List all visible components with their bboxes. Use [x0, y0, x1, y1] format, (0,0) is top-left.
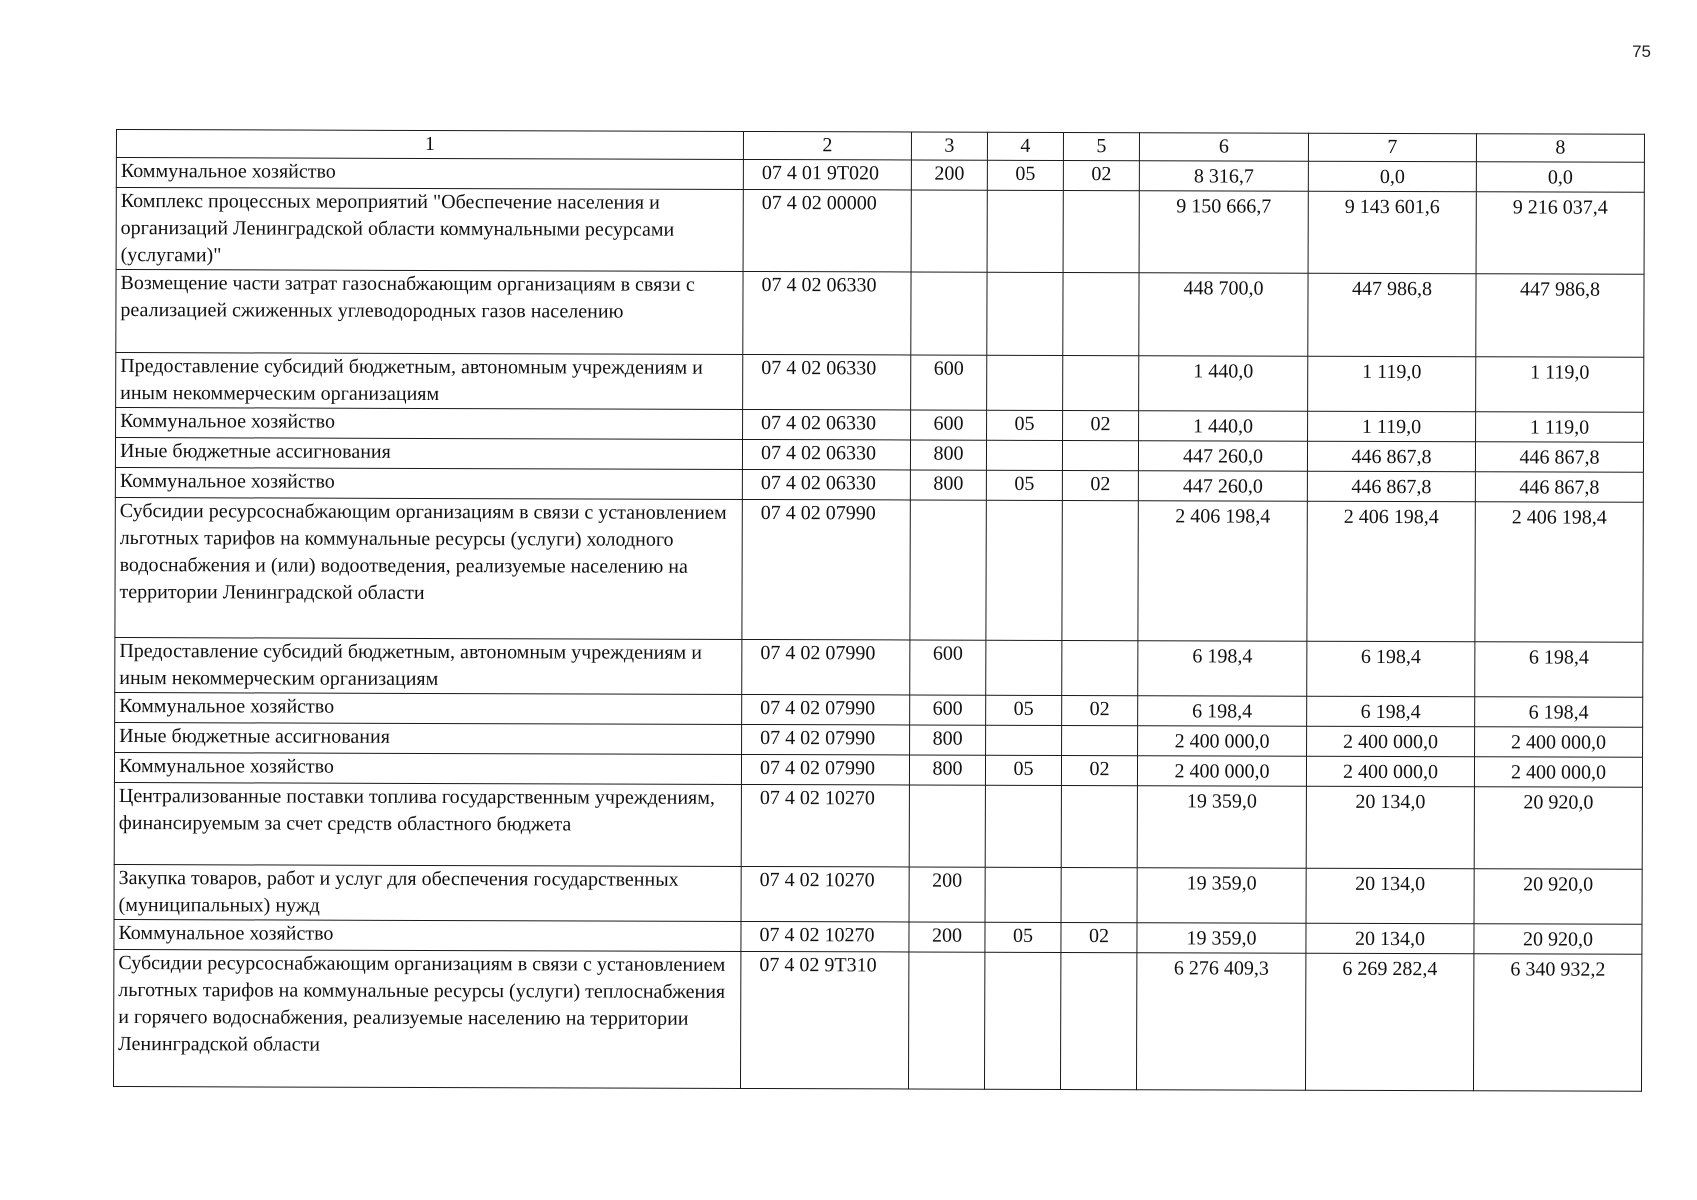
section-cell — [985, 785, 1061, 867]
expense-type-cell: 200 — [909, 922, 985, 952]
amount-col7-cell: 446 867,8 — [1307, 441, 1475, 472]
table-row — [115, 497, 1643, 642]
section-cell — [986, 440, 1062, 470]
expense-type-cell: 800 — [910, 470, 986, 500]
section-cell: 05 — [986, 470, 1062, 500]
budget-code-cell: 07 4 02 07990 — [741, 754, 909, 785]
budget-code-cell: 07 4 02 07990 — [742, 694, 910, 725]
amount-col7-cell: 1 119,0 — [1308, 411, 1476, 442]
table-row — [116, 408, 1644, 443]
subsection-cell — [1063, 190, 1139, 272]
header-cell: 1 — [116, 130, 743, 160]
expense-type-cell — [911, 272, 987, 355]
table-row — [115, 438, 1643, 473]
row-name-cell: Субсидии ресурсоснабжающим организациям в связи с установлением льготных тарифов на коммунальные ресурсы (услуги) холодного водоснабжения и (или) водоотведения, реализуемые населению на территории Ленинградской области — [115, 497, 742, 639]
table-row — [115, 467, 1643, 502]
header-cell: 3 — [911, 132, 987, 160]
amount-col7-cell: 6 269 282,4 — [1305, 953, 1473, 1091]
section-cell — [987, 272, 1063, 355]
table-row — [116, 270, 1644, 358]
subsection-cell — [1062, 440, 1138, 470]
amount-col8-cell: 6 198,4 — [1475, 642, 1643, 698]
amount-col7-cell: 20 134,0 — [1306, 868, 1474, 924]
amount-col6-cell: 19 359,0 — [1137, 786, 1306, 869]
amount-col8-cell: 6 340 932,2 — [1473, 954, 1641, 1092]
subsection-cell — [1060, 952, 1136, 1089]
amount-col6-cell: 19 359,0 — [1137, 868, 1306, 924]
amount-col7-cell: 0,0 — [1308, 161, 1476, 192]
row-name-cell: Коммунальное хозяйство — [116, 408, 743, 440]
amount-col7-cell: 20 134,0 — [1306, 786, 1474, 869]
amount-col8-cell: 446 867,8 — [1475, 472, 1643, 503]
section-cell — [987, 190, 1063, 272]
section-cell — [986, 500, 1062, 640]
subsection-cell: 02 — [1061, 755, 1137, 785]
row-name-cell: Иные бюджетные ассигнования — [115, 722, 742, 754]
amount-col6-cell: 447 260,0 — [1138, 441, 1307, 472]
amount-col7-cell: 2 400 000,0 — [1306, 756, 1474, 787]
amount-col6-cell: 1 440,0 — [1139, 356, 1308, 412]
amount-col6-cell: 19 359,0 — [1137, 923, 1306, 954]
expense-type-cell: 800 — [909, 755, 985, 785]
row-name-cell: Централизованные поставки топлива государственным учреждениям, финансируемым за счет средств областного бюджета — [114, 782, 741, 866]
table-row — [113, 949, 1641, 1091]
header-cell: 6 — [1139, 133, 1308, 162]
subsection-cell — [1063, 355, 1139, 410]
amount-col8-cell: 0,0 — [1476, 162, 1644, 193]
amount-col6-cell: 2 406 198,4 — [1138, 501, 1307, 642]
amount-col7-cell: 446 867,8 — [1307, 471, 1475, 502]
table-row — [115, 722, 1643, 757]
amount-col6-cell: 447 260,0 — [1138, 471, 1307, 502]
subsection-cell — [1062, 640, 1138, 695]
table-row — [116, 158, 1644, 193]
budget-code-cell: 07 4 02 07990 — [742, 639, 910, 695]
row-name-cell: Коммунальное хозяйство — [114, 752, 741, 784]
budget-code-cell: 07 4 02 06330 — [743, 354, 911, 410]
expense-type-cell: 600 — [911, 410, 987, 440]
amount-col7-cell: 2 400 000,0 — [1307, 726, 1475, 757]
amount-col6-cell: 2 400 000,0 — [1138, 726, 1307, 757]
amount-col7-cell: 9 143 601,6 — [1308, 191, 1476, 274]
section-cell: 05 — [985, 922, 1061, 952]
amount-col8-cell: 1 119,0 — [1476, 357, 1644, 413]
row-name-cell: Закупка товаров, работ и услуг для обеспечения государственных (муниципальных) нужд — [114, 864, 741, 921]
amount-col7-cell: 6 198,4 — [1307, 696, 1475, 727]
section-cell: 05 — [986, 695, 1062, 725]
row-name-cell: Возмещение части затрат газоснабжающим организациям в связи с реализацией сжиженных углеводородных газов населению — [116, 270, 743, 355]
subsection-cell — [1062, 500, 1138, 640]
expense-type-cell: 800 — [910, 440, 986, 470]
budget-code-cell: 07 4 02 9T310 — [740, 951, 908, 1089]
expense-type-cell: 600 — [910, 640, 986, 695]
expense-type-cell — [909, 785, 985, 867]
table-row — [114, 782, 1642, 869]
row-name-cell: Коммунальное хозяйство — [114, 919, 741, 951]
amount-col8-cell: 2 400 000,0 — [1475, 727, 1643, 758]
table-row — [115, 692, 1643, 727]
row-name-cell: Коммунальное хозяйство — [116, 158, 743, 190]
header-cell: 2 — [743, 131, 911, 160]
budget-code-cell: 07 4 02 06330 — [743, 271, 911, 355]
amount-col6-cell: 1 440,0 — [1139, 411, 1308, 442]
amount-col8-cell: 9 216 037,4 — [1476, 192, 1644, 275]
budget-table — [113, 129, 1645, 1092]
expense-type-cell — [911, 190, 987, 272]
section-cell: 05 — [987, 160, 1063, 190]
row-name-cell: Коммунальное хозяйство — [115, 467, 742, 499]
header-cell: 5 — [1063, 132, 1139, 160]
amount-col8-cell: 20 920,0 — [1474, 787, 1642, 870]
budget-code-cell: 07 4 02 06330 — [742, 439, 910, 470]
expense-type-cell — [910, 500, 986, 640]
expense-type-cell: 600 — [911, 355, 987, 410]
section-cell — [985, 867, 1061, 922]
subsection-cell — [1062, 725, 1138, 755]
budget-code-cell: 07 4 02 10270 — [741, 866, 909, 922]
subsection-cell: 02 — [1062, 470, 1138, 500]
budget-code-cell: 07 4 02 07990 — [742, 724, 910, 755]
amount-col8-cell: 2 400 000,0 — [1474, 757, 1642, 788]
expense-type-cell: 800 — [910, 725, 986, 755]
section-cell — [986, 640, 1062, 695]
amount-col6-cell: 2 400 000,0 — [1137, 756, 1306, 787]
subsection-cell — [1061, 867, 1137, 922]
section-cell — [986, 725, 1062, 755]
budget-code-cell: 07 4 02 06330 — [743, 409, 911, 440]
amount-col7-cell: 20 134,0 — [1306, 923, 1474, 954]
amount-col8-cell: 1 119,0 — [1476, 412, 1644, 443]
table-row — [115, 637, 1643, 697]
subsection-cell: 02 — [1062, 695, 1138, 725]
row-name-cell: Субсидии ресурсоснабжающим организациям в связи с установлением льготных тарифов на коммунальные ресурсы (услуги) теплоснабжения и горячего водоснабжения, реализуемые населению на территории Ленинградской области — [113, 949, 740, 1088]
budget-code-cell: 07 4 02 10270 — [741, 921, 909, 952]
subsection-cell: 02 — [1061, 922, 1137, 952]
amount-col6-cell: 6 198,4 — [1138, 696, 1307, 727]
header-cell: 7 — [1308, 133, 1476, 162]
table-row — [114, 919, 1642, 954]
amount-col7-cell: 2 406 198,4 — [1307, 501, 1475, 642]
section-cell — [987, 355, 1063, 410]
amount-col8-cell: 447 986,8 — [1476, 274, 1644, 358]
table-row — [116, 353, 1644, 413]
section-cell — [984, 952, 1060, 1089]
header-cell: 4 — [987, 132, 1063, 160]
page-number: 75 — [1632, 42, 1651, 61]
table-row — [114, 864, 1642, 924]
expense-type-cell: 200 — [909, 867, 985, 922]
amount-col6-cell: 448 700,0 — [1139, 273, 1308, 357]
row-name-cell: Коммунальное хозяйство — [115, 692, 742, 724]
subsection-cell — [1063, 272, 1139, 355]
subsection-cell: 02 — [1063, 410, 1139, 440]
row-name-cell: Комплекс процессных мероприятий "Обеспечение населения и организаций Ленинградской области коммунальными ресурсами (услугами)" — [116, 188, 743, 272]
section-cell: 05 — [987, 410, 1063, 440]
amount-col7-cell: 447 986,8 — [1308, 273, 1476, 357]
budget-code-cell: 07 4 02 10270 — [741, 784, 909, 867]
header-cell: 8 — [1476, 134, 1644, 163]
expense-type-cell: 200 — [911, 160, 987, 190]
row-name-cell: Иные бюджетные ассигнования — [115, 438, 742, 470]
amount-col7-cell: 1 119,0 — [1308, 356, 1476, 412]
table-row — [116, 188, 1644, 275]
amount-col6-cell: 6 198,4 — [1138, 641, 1307, 697]
subsection-cell — [1061, 785, 1137, 867]
amount-col8-cell: 20 920,0 — [1474, 869, 1642, 925]
budget-code-cell: 07 4 02 07990 — [742, 499, 910, 640]
budget-code-cell: 07 4 02 06330 — [742, 469, 910, 500]
amount-col6-cell: 6 276 409,3 — [1136, 953, 1305, 1091]
table-row — [114, 752, 1642, 787]
expense-type-cell: 600 — [910, 695, 986, 725]
amount-col8-cell: 446 867,8 — [1475, 442, 1643, 473]
expense-type-cell — [908, 952, 984, 1089]
amount-col6-cell: 9 150 666,7 — [1139, 191, 1308, 274]
subsection-cell: 02 — [1063, 160, 1139, 190]
amount-col8-cell: 2 406 198,4 — [1475, 502, 1643, 643]
amount-col7-cell: 6 198,4 — [1307, 641, 1475, 697]
amount-col6-cell: 8 316,7 — [1139, 161, 1308, 192]
row-name-cell: Предоставление субсидий бюджетным, автономным учреждениям и иным некоммерческим организациям — [116, 353, 743, 410]
section-cell: 05 — [985, 755, 1061, 785]
amount-col8-cell: 20 920,0 — [1474, 924, 1642, 955]
budget-code-cell: 07 4 02 00000 — [743, 189, 911, 272]
amount-col8-cell: 6 198,4 — [1475, 697, 1643, 728]
budget-code-cell: 07 4 01 9T020 — [743, 159, 911, 190]
row-name-cell: Предоставление субсидий бюджетным, автономным учреждениям и иным некоммерческим организациям — [115, 637, 742, 694]
